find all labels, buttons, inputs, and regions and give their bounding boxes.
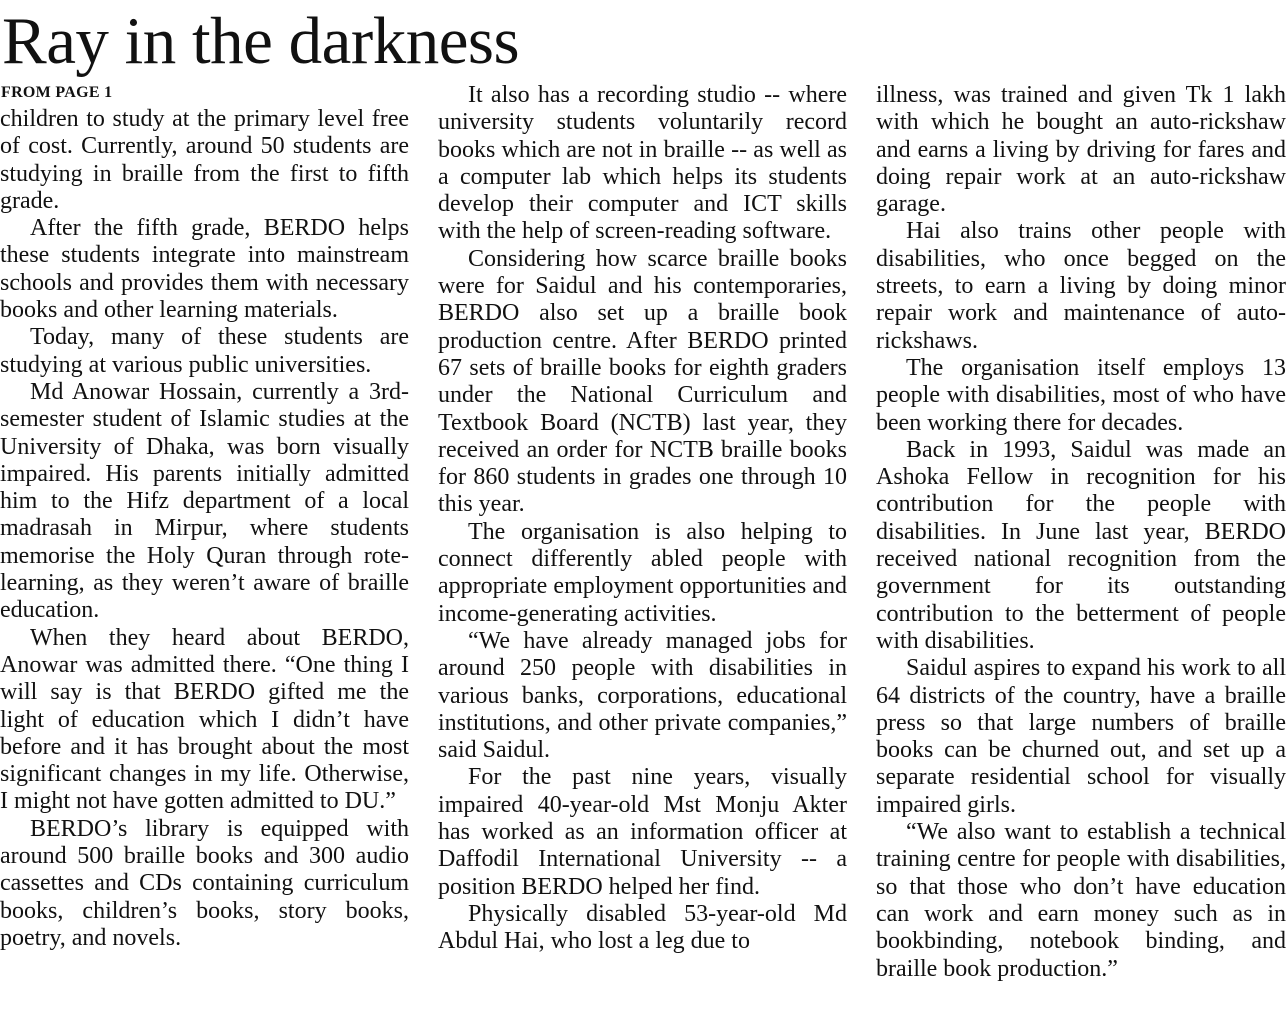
headline: Ray in the darkness	[2, 4, 520, 78]
article-column-2	[438, 82, 847, 956]
paragraph: children to study at the primary level free of cost. Currently, around 50 students are studying in braille from the first to fifth grade.	[0, 106, 409, 214]
paragraph: When they heard about BERDO, Anowar was admitted there. “One thing I will say is that BERDO gifted me the light of education which I didn’t have before and it has brought about the most significant changes in my life. Otherwise, I might not have gotten admitted to DU.”	[0, 624, 409, 815]
paragraph: “We have already managed jobs for around 250 people with disabilities in various banks, corporations, educational institutions, and other private companies,” said Saidul.	[438, 627, 847, 764]
article-column-1	[0, 106, 409, 952]
paragraph: The organisation is also helping to connect differently abled people with appropriate employment opportunities and income-generating activities.	[438, 518, 847, 627]
paragraph: For the past nine years, visually impaired 40-year-old Mst Monju Akter has worked as an information officer at Daffodil International University -- a position BERDO helped her find.	[438, 764, 847, 900]
paragraph: Considering how scarce braille books were for Saidul and his contemporaries, BERDO also set up a braille book production centre. After BERDO printed 67 sets of braille books for eighth graders under the National Curriculum and Textbook Board (NCTB) last year, they received an order for NCTB braille books for 860 students in grades one through 10 this year.	[438, 245, 847, 518]
jump-label: FROM PAGE 1	[1, 84, 113, 101]
paragraph: Md Anowar Hossain, currently a 3rd-semester student of Islamic studies at the University of Dhaka, was born visually impaired. His parents initially admitted him to the Hifz department of a local madrasah in Mirpur, where students memorise the Holy Quran through rote-learning, as they weren’t aware of braille education.	[0, 378, 409, 624]
paragraph: “We also want to establish a technical training centre for people with disabilities, so that those who don’t have education can work and earn money such as in bookbinding, notebook binding, and braille book production.”	[876, 819, 1286, 982]
paragraph: Hai also trains other people with disabilities, who once begged on the streets, to earn a living by doing minor repair work and maintenance of auto-rickshaws.	[876, 218, 1286, 354]
paragraph: Physically disabled 53-year-old Md Abdul Hai, who lost a leg due to	[438, 900, 847, 955]
paragraph: Back in 1993, Saidul was made an Ashoka Fellow in recognition for his contribution for the people with disabilities. In June last year, BERDO received national recognition from the government for its outstanding contribution to the betterment of people with disabilities.	[876, 436, 1286, 654]
article-column-3	[876, 82, 1286, 983]
paragraph: It also has a recording studio -- where university students voluntarily record books which are not in braille -- as well as a computer lab which helps its students develop their computer and ICT skills with the help of screen-reading software.	[438, 82, 847, 245]
paragraph: Today, many of these students are studying at various public universities.	[0, 324, 409, 378]
paragraph: Saidul aspires to expand his work to all 64 districts of the country, have a braille press so that large numbers of braille books can be churned out, and set up a separate residential school for visually impaired girls.	[876, 655, 1286, 818]
paragraph: BERDO’s library is equipped with around 500 braille books and 300 audio cassettes and CDs containing curriculum books, children’s books, story books, poetry, and novels.	[0, 815, 409, 951]
paragraph: illness, was trained and given Tk 1 lakh with which he bought an auto-rickshaw and earns a living by driving for fares and doing repair work at an auto-rickshaw garage.	[876, 82, 1286, 218]
paragraph: After the fifth grade, BERDO helps these students integrate into mainstream schools and provides them with necessary books and other learning materials.	[0, 215, 409, 324]
paragraph: The organisation itself employs 13 people with disabilities, most of who have been working there for decades.	[876, 354, 1286, 436]
